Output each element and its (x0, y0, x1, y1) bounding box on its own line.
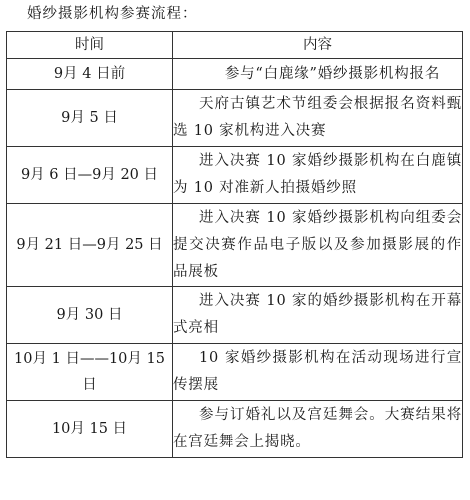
table-row (7, 287, 463, 344)
table-row (7, 204, 463, 287)
page-heading: 婚纱摄影机构参赛流程： (27, 6, 198, 22)
content-cell: 天府古镇艺术节组委会根据报名资料甄选 10 家机构进入决赛 (173, 90, 463, 147)
time-cell: 9月 30 日 (7, 287, 173, 344)
table-row (7, 147, 463, 204)
time-cell: 9月 6 日—9月 20 日 (7, 147, 173, 204)
content-cell: 进入决赛 10 家的婚纱摄影机构在开幕式亮相 (173, 287, 463, 344)
column-header-content: 内容 (173, 32, 463, 59)
time-cell: 9月 4 日前 (7, 59, 173, 90)
table-row (7, 401, 463, 458)
table-row (7, 90, 463, 147)
table-header-row (7, 32, 463, 59)
content-cell: 10 家婚纱摄影机构在活动现场进行宣传摆展 (173, 344, 463, 401)
time-cell: 9月 21 日—9月 25 日 (7, 204, 173, 287)
content-cell: 进入决赛 10 家婚纱摄影机构向组委会提交决赛作品电子版以及参加摄影展的作品展板 (173, 204, 463, 287)
content-cell: 参与“白鹿缘”婚纱摄影机构报名 (173, 59, 463, 90)
time-cell: 10月 1 日——10月 15 日 (7, 344, 173, 401)
time-cell: 10月 15 日 (7, 401, 173, 458)
column-header-time: 时间 (7, 32, 173, 59)
schedule-table (6, 31, 463, 458)
table-row (7, 59, 463, 90)
table-row (7, 344, 463, 401)
time-cell: 9月 5 日 (7, 90, 173, 147)
content-cell: 参与订婚礼以及宫廷舞会。大赛结果将在宫廷舞会上揭晓。 (173, 401, 463, 458)
content-cell: 进入决赛 10 家婚纱摄影机构在白鹿镇为 10 对准新人拍摄婚纱照 (173, 147, 463, 204)
